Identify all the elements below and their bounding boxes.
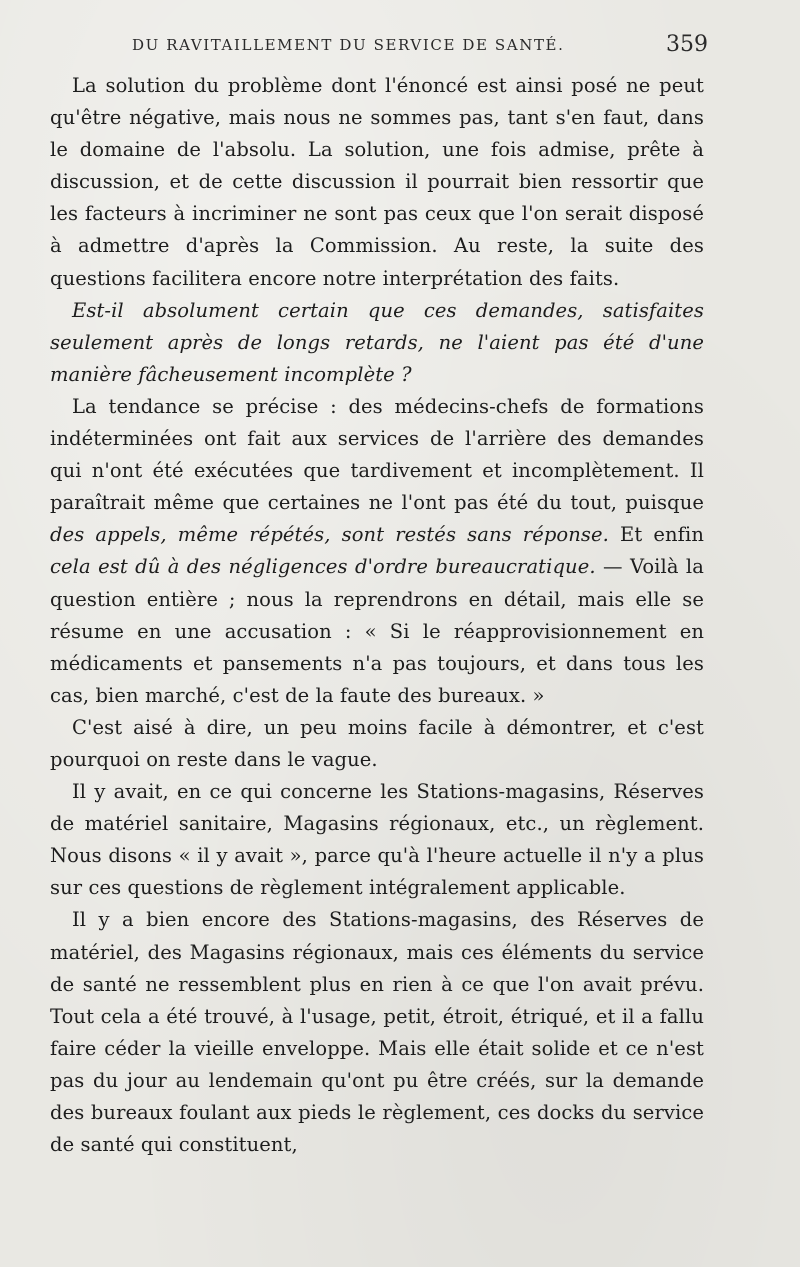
paragraph-3 [50, 391, 704, 712]
page-number: 359 [666, 32, 708, 57]
paragraph-3-part-2: Et enfin [608, 523, 704, 547]
paragraph-6: Il y a bien encore des Stations-magasins, des Réserves de matériel, des Magasins régionaux, mais ces éléments du service de santé ne ressemblent plus en rien à ce que l'on avait prévu. Tout cela a été trouvé, à l'usage, petit, étroit, étriqué, et il a fallu faire céder la vieille enveloppe. Mais elle était solide et ce n'est pas du jour au lendemain qu'ont pu être créés, sur la demande des bureaux foulant aux pieds le règlement, ces docks du service de santé qui constituent, [50, 908, 704, 1157]
paragraph-5: Il y avait, en ce qui concerne les Stations-magasins, Réserves de matériel sanitaire, Magasins régionaux, etc., un règlement. Nous disons « il y avait », parce qu'à l'heure actuelle il n'y a plus sur ces questions de règlement intégralement applicable. [50, 780, 704, 900]
paragraph-1: La solution du problème dont l'énoncé est ainsi posé ne peut qu'être négative, mais nous ne sommes pas, tant s'en faut, dans le domaine de l'absolu. La solution, une fois admise, prête à discussion, et de cette discussion il pourrait bien ressortir que les facteurs à incriminer ne sont pas ceux que l'on serait disposé à admettre d'après la Commission. Au reste, la suite des questions facilitera encore notre interprétation des faits. [50, 74, 704, 290]
paragraph-3-part-3: — Voilà la question entière ; nous la reprendrons en détail, mais elle se résume en une accusation : « Si le réapprovisionnement en médicaments et pansements n'a pas toujours, et dans tous les cas, bien marché, c'est de la faute des bureaux. » [50, 555, 704, 707]
paragraph-3-italic-2: cela est dû à des négligences d'ordre bureaucratique. [50, 555, 596, 579]
paragraph-2-question: Est-il absolument certain que ces demandes, satisfaites seulement après de longs retards, ne l'aient pas été d'une manière fâcheusement incomplète ? [50, 298, 704, 386]
running-title: DU RAVITAILLEMENT DU SERVICE DE SANTÉ. [132, 36, 565, 54]
paragraph-4: C'est aisé à dire, un peu moins facile à démontrer, et c'est pourquoi on reste dans le vague. [50, 715, 704, 771]
running-head [132, 32, 708, 56]
paragraph-3-italic-1: des appels, même répétés, sont restés sans réponse. [50, 523, 609, 547]
paragraph-3-part-1: La tendance se précise : des médecins-chefs de formations indéterminées ont fait aux services de l'arrière des demandes qui n'ont été exécutées que tardivement et incomplètement. Il paraîtrait même que certaines ne l'ont pas été du tout, puisque [50, 394, 704, 515]
body-text [50, 70, 704, 1161]
